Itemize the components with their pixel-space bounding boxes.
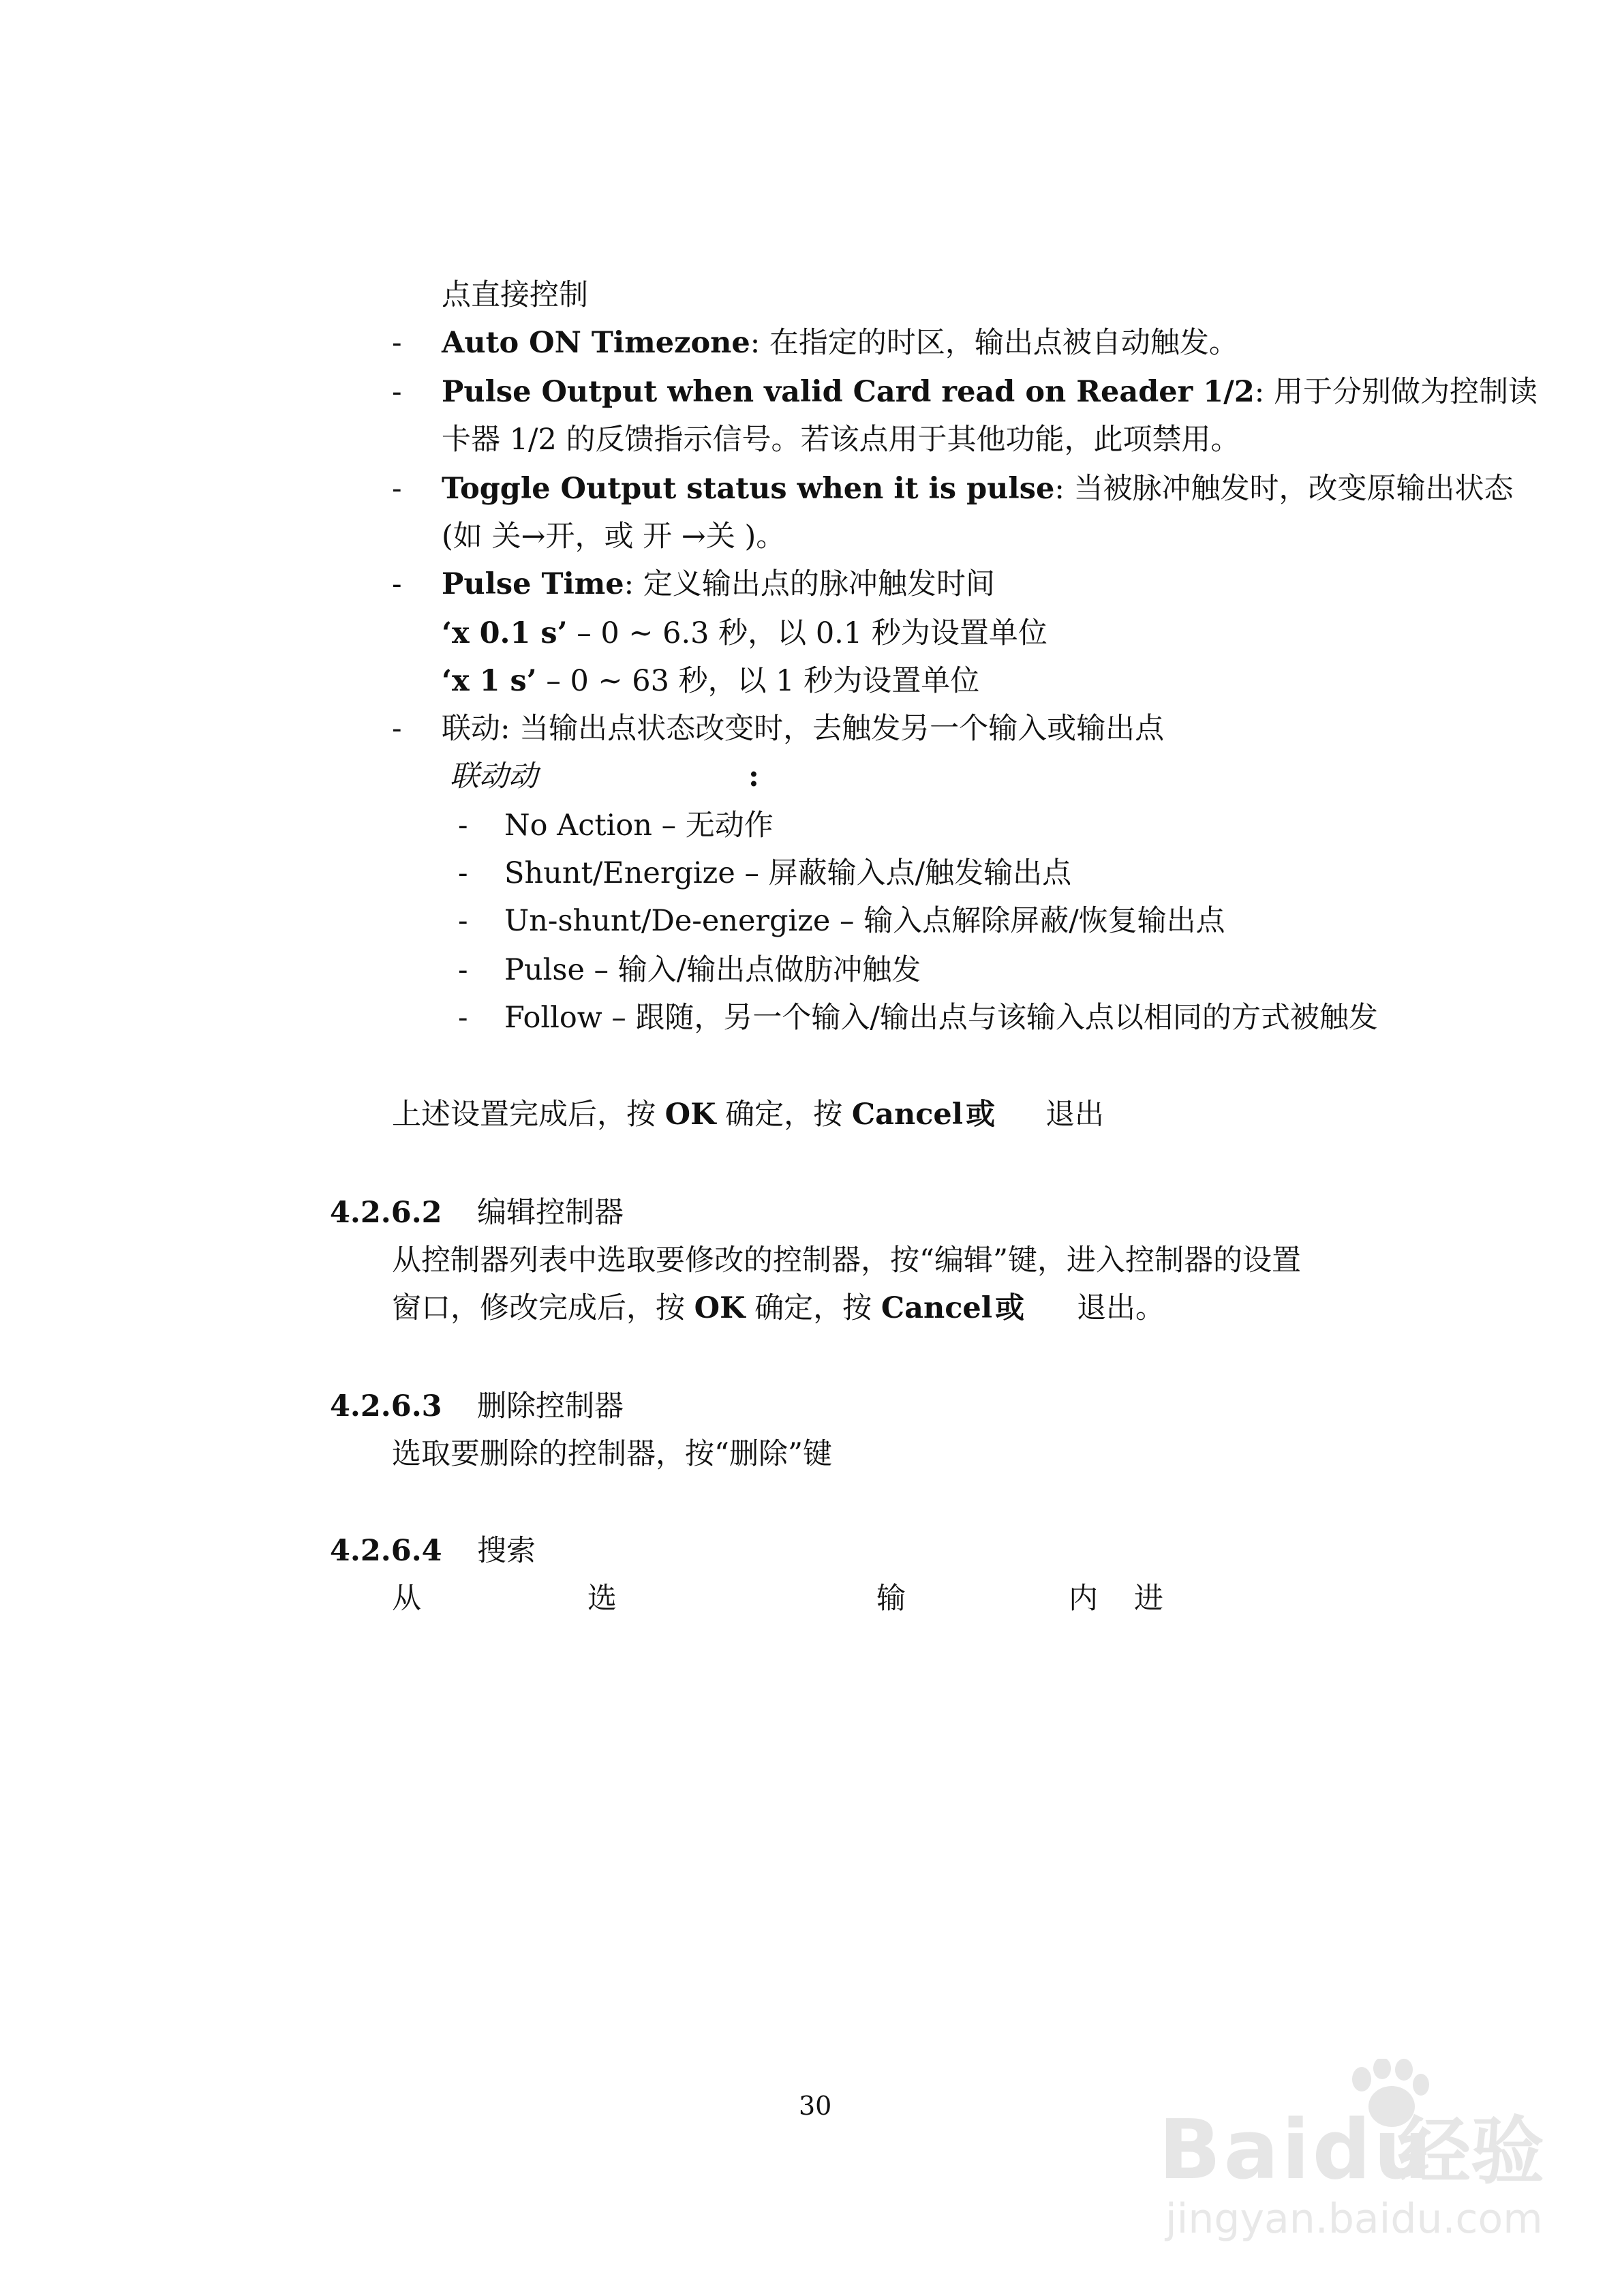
section-number: 4.2.6.3 (330, 1389, 442, 1423)
list-item-toggle (442, 465, 1513, 513)
text-fragment: 输 (876, 1582, 906, 1616)
text-fragment: 进 (1134, 1582, 1163, 1616)
desc: : 定义输出点的脉冲触发时间 (624, 567, 995, 601)
sub-item: Shunt/Energize – 屏蔽输入点/触发输出点 (504, 856, 1072, 890)
section-number: 4.2.6.4 (330, 1534, 442, 1568)
list-dash: - (392, 712, 402, 746)
confirm-line: 上述设置完成后，按 OK 确定，按 Cancel或 (392, 1098, 996, 1132)
sub-item: Follow – 跟随，另一个输入/输出点与该输入点以相同的方式被触发 (504, 1001, 1378, 1035)
link-colon: : (748, 759, 759, 794)
watermark-text: 经验 (1397, 2109, 1545, 2194)
list-dash: - (458, 953, 468, 987)
list-dash: - (458, 856, 468, 890)
term: Pulse Output when valid Card read on Reader 1/2 (442, 375, 1255, 409)
list-dash: - (458, 904, 468, 938)
sub-item: Un-shunt/De-energize – 输入点解除屏蔽/恢复输出点 (504, 904, 1225, 938)
desc: : 当被脉冲触发时，改变原输出状态 (1054, 472, 1514, 506)
watermark-url: jingyan.baidu.com (1165, 2195, 1543, 2243)
section-title: 删除控制器 (477, 1389, 624, 1423)
watermark-logo: Baidu (1159, 2103, 1435, 2198)
link-label: 联动动 (450, 759, 538, 794)
text-line: (如 关→开，或 开 →关 )。 (442, 519, 786, 554)
term: Auto ON Timezone (442, 326, 750, 360)
list-dash: - (392, 375, 402, 409)
list-dash: - (458, 809, 468, 843)
list-item-link: 联动: 当输出点状态改变时，去触发另一个输入或输出点 (442, 712, 1165, 746)
text-line: ‘x 0.1 s’ – 0 ~ 6.3 秒，以 0.1 秒为设置单位 (442, 616, 1047, 650)
sub-item: Pulse – 输入/输出点做肪冲触发 (504, 953, 921, 987)
term: Toggle Output status when it is pulse (442, 472, 1055, 506)
text-fragment: 选 (587, 1582, 617, 1616)
list-item-auto-on (442, 319, 1238, 367)
text-line: 退出。 (1077, 1291, 1165, 1325)
text-fragment: 内 (1069, 1582, 1098, 1616)
baidu-watermark (1145, 2059, 1554, 2263)
text-line: 窗口，修改完成后，按 OK 确定，按 Cancel或 (392, 1291, 1025, 1325)
section-number: 4.2.6.2 (330, 1196, 442, 1230)
desc: : 在指定的时区，输出点被自动触发。 (750, 326, 1238, 360)
text-line: ‘x 1 s’ – 0 ~ 63 秒，以 1 秒为设置单位 (442, 664, 980, 698)
desc: : 用于分别做为控制读 (1254, 375, 1537, 409)
text-fragment: 从 (392, 1582, 421, 1616)
confirm-exit: 退出 (1045, 1098, 1104, 1132)
text-line: 卡器 1/2 的反馈指示信号。若该点用于其他功能，此项禁用。 (442, 423, 1240, 457)
list-item-pulse-output (442, 368, 1537, 416)
page-number: 30 (799, 2091, 832, 2121)
text-line: 选取要删除的控制器，按“删除”键 (392, 1437, 832, 1471)
list-item-pulse-time (442, 560, 995, 608)
text-line: 点直接控制 (442, 278, 588, 312)
list-dash: - (392, 472, 402, 506)
section-title: 编辑控制器 (477, 1196, 624, 1230)
text-line: 从控制器列表中选取要修改的控制器，按“编辑”键，进入控制器的设置 (392, 1243, 1301, 1278)
section-title: 搜索 (477, 1534, 536, 1568)
term: Pulse Time (442, 567, 624, 601)
list-dash: - (392, 567, 402, 601)
list-dash: - (392, 326, 402, 360)
list-dash: - (458, 1001, 468, 1035)
sub-item: No Action – 无动作 (504, 809, 774, 843)
